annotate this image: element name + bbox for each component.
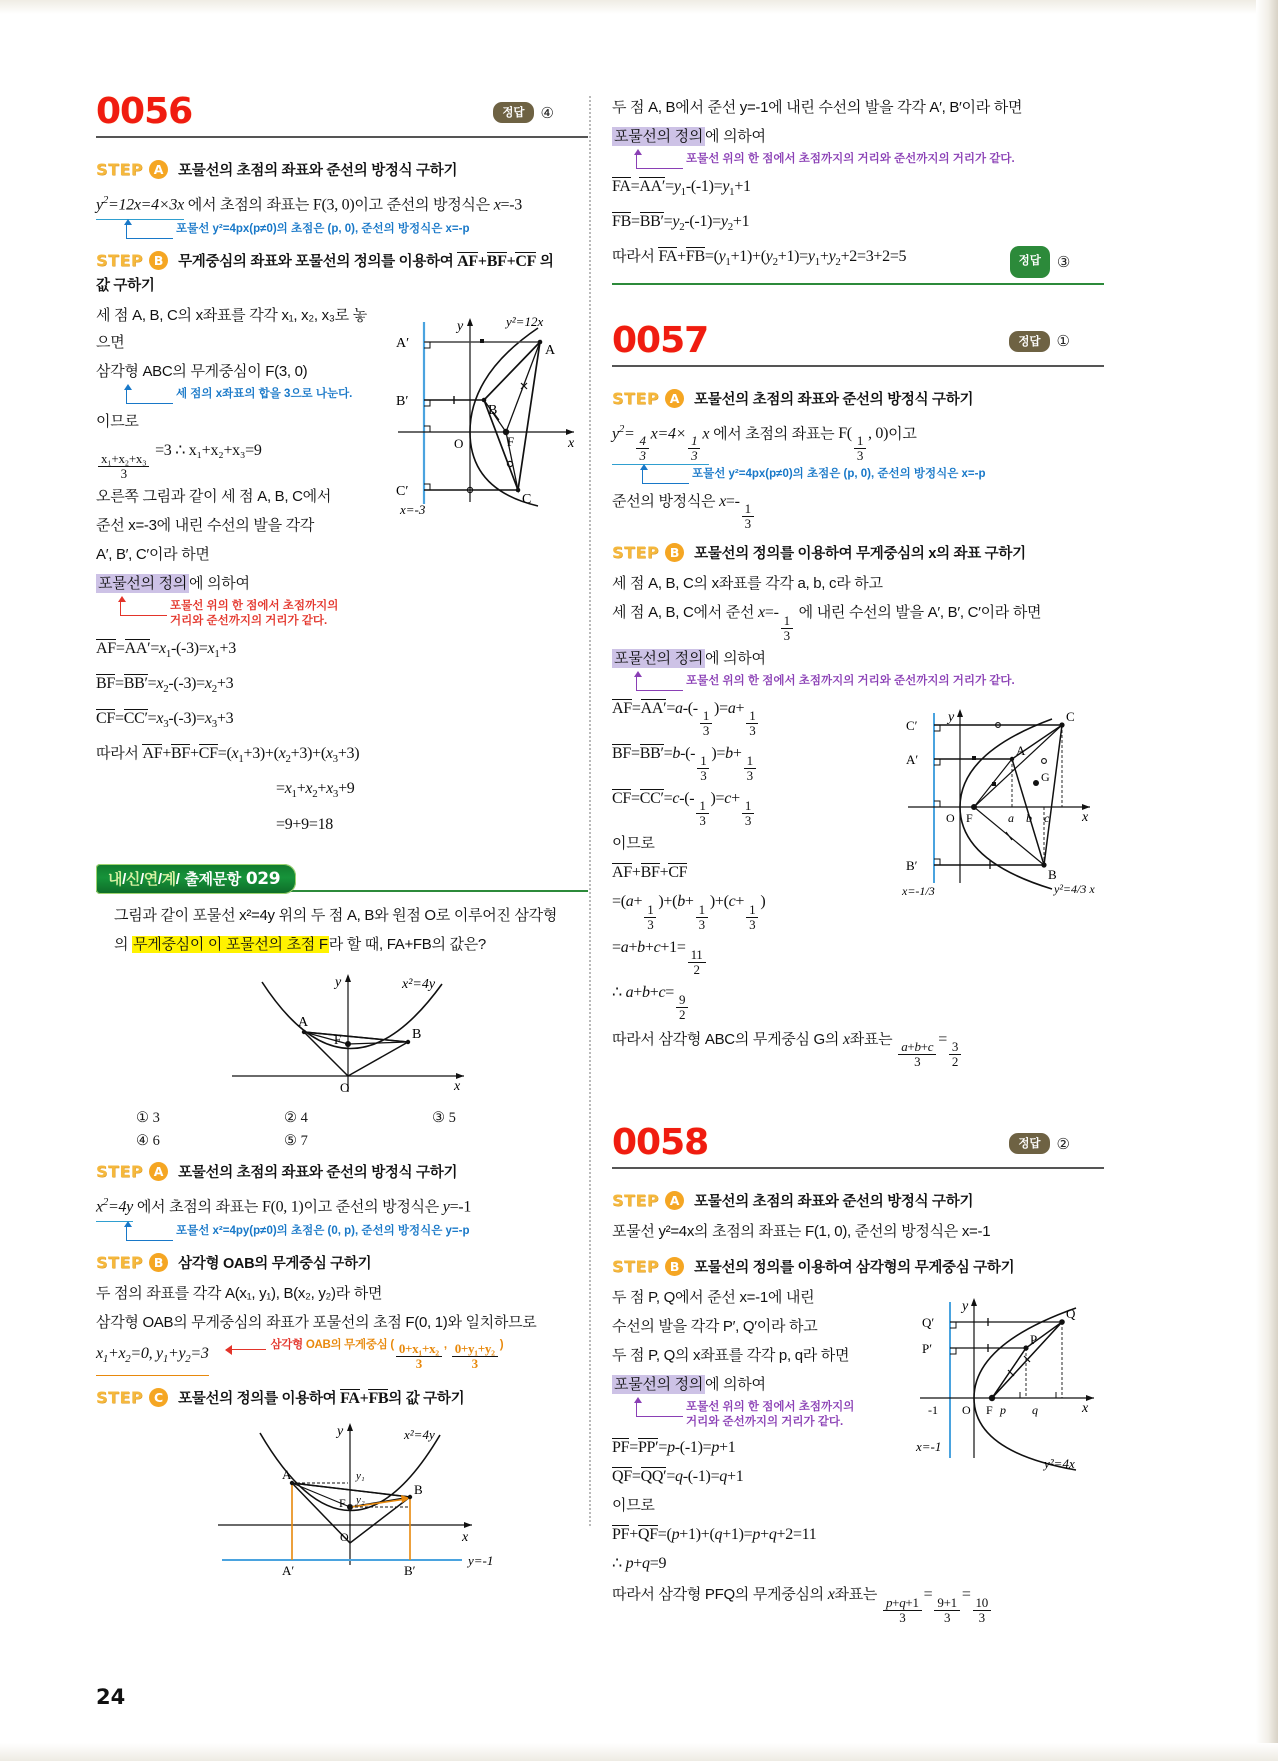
step-title: 포물선의 초점의 좌표와 준선의 방정식 구하기: [178, 1164, 458, 1181]
step-word: STEP: [612, 543, 660, 563]
text-line: 오른쪽 그림과 같이 세 점 A, B, C에서: [96, 487, 332, 505]
svg-text:F: F: [507, 434, 515, 450]
choice-5[interactable]: ⑤ 7: [284, 1132, 308, 1149]
svg-text:B: B: [414, 1481, 423, 1497]
svg-text:x=-3: x=-3: [400, 502, 426, 515]
svg-text:C: C: [1066, 708, 1075, 724]
svg-text:O: O: [946, 810, 955, 825]
note-text: 포물선 위의 한 점에서 초점까지의 거리와 준선까지의 거리가 같다.: [170, 599, 339, 627]
page-edge-top: [0, 0, 1278, 14]
svg-text:p: p: [1000, 1403, 1006, 1418]
equation-line: ∴ a+b+c= $\frac{9}{2}$: [612, 979, 1104, 1022]
text-line: $x^2=4y$ 에서 초점의 좌표는 F(0, 1)이고 준선의 방정식은 y=-1: [96, 1189, 588, 1222]
equation-line: PF+QF=(p+1)+(q+1)=p+q+2=11: [612, 1526, 817, 1544]
equation-line: =a+b+c+1= $\frac{11}{2}$: [612, 934, 1104, 977]
highlighted-equation: $x^2=4y$: [96, 1189, 133, 1222]
equation-line: $FB=BB'=y_2-(-1)=y_2+1$: [612, 213, 750, 234]
text-line: 두 점 A, B에서 준선 y=-1에 내린 수선의 발을 각각 A′, B′이라 하면: [612, 99, 1023, 116]
svg-text:F: F: [986, 1403, 993, 1418]
svg-text:-1: -1: [928, 1403, 938, 1418]
problem-number: 0057: [612, 319, 709, 361]
step-row-b: [612, 1256, 1104, 1277]
step-title: 포물선의 정의를 이용하여 무게중심의 x의 좌표 구하기: [694, 546, 1026, 563]
right-column: [612, 92, 1104, 1627]
svg-text:C′: C′: [396, 484, 409, 500]
svg-text:x: x: [454, 1078, 461, 1094]
svg-text:x=-1: x=-1: [916, 1439, 942, 1455]
note-1: [636, 1400, 894, 1430]
answer-label: 정답: [1009, 331, 1049, 352]
svg-text:B′: B′: [404, 1562, 416, 1578]
highlight-term: 포물선의 정의: [614, 128, 704, 145]
svg-text:y: y: [335, 974, 342, 990]
text-line: 세 점 A, B, C의 x좌표를 각각 a, b, c라 하고: [612, 575, 883, 593]
svg-text:y: y: [337, 1423, 344, 1439]
text-line: 포물선 y²=4x의 초점의 좌표는 F(1, 0), 준선의 방정식은 x=-1: [612, 1223, 991, 1241]
svg-text:C′: C′: [906, 717, 918, 733]
answer-badge: [1009, 331, 1070, 352]
step-title: 포물선의 정의를 이용하여 FA+FB의 값 구하기: [178, 1389, 465, 1407]
svg-text:y: y: [962, 1299, 969, 1315]
step-word: STEP: [612, 1191, 660, 1211]
svg-text:A: A: [298, 1014, 309, 1030]
note-arrow-icon: [226, 1344, 266, 1356]
svg-text:F: F: [334, 1031, 342, 1047]
equation-line-1: $y^2=12x=4\times 3x$ 에서 초점의 좌표는 F(3, 0)이고 준선의 방정식은 x=-3: [96, 187, 588, 220]
choice-4[interactable]: ④ 6: [136, 1132, 160, 1149]
naesin-tab-text: 내/신/연/계/: [108, 870, 180, 888]
note-text: 포물선 위의 한 점에서 초점까지의 거리와 준선까지의 거리가 같다.: [686, 674, 1015, 687]
svg-text:y²=4x: y²=4x: [1044, 1456, 1075, 1472]
equation-line: AF=AA′=a-(- $\frac{1}{3}$ )=a+ $\frac{1}{3}$: [612, 695, 1104, 738]
svg-text:y: y: [457, 319, 464, 335]
text-line: 포물선의 정의 에 의하여: [98, 574, 250, 592]
figure-0056: [388, 304, 588, 514]
step-row-b: [612, 542, 1104, 563]
svg-text:b: b: [1026, 810, 1032, 825]
text-line: 이므로: [612, 1497, 655, 1515]
answer-badge: [493, 102, 554, 123]
svg-text:B′: B′: [396, 394, 409, 410]
note-arrow-icon: [636, 154, 682, 169]
equation-line: 따라서 $FA+FB=(y_1+1)+(y_2+1)=y_1+y_2+2=3+2=5$ 정답 ③: [612, 243, 1104, 276]
text-line: [96, 1338, 588, 1376]
text-line: 두 점 P, Q에서 준선 x=-1에 내린: [612, 1289, 815, 1307]
choice-1[interactable]: ① 3: [136, 1109, 160, 1126]
step-title: 포물선의 초점의 좌표와 준선의 방정식 구하기: [694, 391, 974, 408]
naesin-tab-suffix: 출제문항: [184, 870, 241, 888]
header-rule: [96, 136, 588, 138]
answer-choice: ③: [1056, 253, 1070, 271]
section-rule: [612, 283, 1104, 285]
note-3: [120, 599, 588, 629]
highlight-term: 포물선의 정의: [614, 649, 704, 667]
equation-line: 준선의 방정식은 x=- $\frac{1}{3}$: [612, 488, 1104, 531]
note-text: 포물선 위의 한 점에서 초점까지의 거리와 준선까지의 거리가 같다.: [686, 1401, 855, 1429]
text-line: 세 점 A, B, C에서 준선 x=- $\frac{1}{3}$ 에 내린 수선의 발을 A′, B′, C′이라 하면: [612, 604, 1042, 643]
svg-text:O: O: [962, 1403, 971, 1418]
naesin-step-row-b: [96, 1252, 588, 1273]
svg-text:y²=12x: y²=12x: [506, 314, 544, 330]
svg-text:O: O: [340, 1529, 349, 1544]
step-badge-a: A: [665, 389, 684, 408]
step-badge-a: A: [149, 1162, 168, 1181]
text-line: 포물선의 정의 에 의하여: [614, 1376, 766, 1394]
text-line: A′, B′, C′이라 하면: [96, 545, 210, 563]
figure-0058: [904, 1286, 1104, 1476]
svg-text:P′: P′: [922, 1341, 933, 1357]
highlighted-equation: $y^2=12x=4\times 3x$: [96, 187, 184, 220]
step-badge-a: A: [665, 1191, 684, 1210]
note-arrow-icon: [642, 469, 688, 484]
answer-choice: ①: [1056, 333, 1070, 351]
svg-text:c: c: [1044, 810, 1050, 825]
svg-text:A′: A′: [906, 751, 919, 767]
equation-line: $AF=AA'=x_1-(-3)=x_1+3$: [96, 639, 236, 660]
answer-choice: ④: [540, 104, 554, 122]
equation-line: =(a+ $\frac{1}{3}$ )+(b+ $\frac{1}{3}$ )+(c+ $\frac{1}{3}$ ): [612, 893, 766, 932]
step-word: STEP: [612, 388, 660, 408]
note-1: [642, 467, 1104, 484]
svg-text:A: A: [282, 1466, 292, 1482]
naesin-step-row-a: [96, 1161, 588, 1182]
svg-text:y: y: [948, 709, 955, 725]
note-1: [126, 222, 588, 239]
highlight-term: 포물선의 정의: [98, 574, 188, 592]
step-word: STEP: [96, 1252, 144, 1272]
svg-text:G: G: [1041, 769, 1050, 784]
svg-text:y₁: y₁: [356, 1469, 365, 1482]
fraction-rest: =3 ∴ x₁+x₂+x₃=9: [155, 442, 262, 460]
column-divider: [589, 96, 591, 1526]
highlight-term: 포물선의 정의: [614, 1376, 704, 1394]
equation-line: =9+9=18: [276, 815, 333, 833]
svg-text:x: x: [568, 436, 575, 452]
svg-text:y²=4/3 x: y²=4/3 x: [1054, 881, 1095, 896]
highlight-term: 무게중심이 이 포물선의 초점 F: [133, 935, 328, 953]
naesin-question-line-2: 의 무게중심이 이 포물선의 초점 F라 할 때, FA+FB의 값은?: [114, 935, 486, 953]
problem-header-0058: [612, 1123, 1104, 1179]
highlighted-equation: $y^2=$ $\frac{4}{3}$ x=4× $\frac{1}{3}$ x: [612, 416, 709, 466]
svg-text:A: A: [545, 343, 556, 359]
naesin-number: 029: [245, 868, 281, 889]
naesin-banner: [96, 864, 588, 894]
note-text: 세 점의 x좌표의 합을 3으로 나눈다.: [176, 388, 353, 401]
page-edge-right: [1256, 0, 1278, 1761]
equation-line: ∴ p+q=9: [612, 1555, 667, 1573]
svg-text:P: P: [1030, 1332, 1038, 1348]
answer-badge: [1009, 1133, 1070, 1154]
svg-text:F: F: [339, 1495, 346, 1510]
text-line: 수선의 발을 각각 P′, Q′이라 하고: [612, 1318, 818, 1336]
page-edge-bottom: [0, 1743, 1278, 1761]
equation-line: $CF=CC'=x_3-(-3)=x_3+3$: [96, 709, 234, 731]
note-text: 삼각형 OAB의 무게중심 ( $\frac{\text{0+x₁+x₂}}{3}$ , $\frac{\text{0+y₁+y₂}}{3}$ ): [270, 1338, 504, 1372]
step-word: STEP: [96, 160, 144, 179]
fraction: $\frac{\text{x₁+x₂+x₃}}{3}$: [98, 452, 149, 481]
naesin-question-line-1: 그림과 같이 포물선 x²=4y 위의 두 점 A, B와 원점 O로 이루어진 삼각형: [114, 906, 558, 924]
step-word: STEP: [96, 1387, 144, 1407]
answer-label: 정답: [1009, 1133, 1049, 1154]
answer-label: 정답: [493, 102, 533, 123]
step-badge-c: C: [149, 1388, 168, 1407]
note-arrow-icon: [636, 1402, 682, 1417]
note-text: 포물선 y²=4px(p≠0)의 초점은 (p, 0), 준선의 방정식은 x=-p: [176, 223, 470, 236]
equation-line: 따라서 $AF+BF+CF=(x_1+3)+(x_2+3)+(x_3+3)$: [96, 745, 360, 766]
svg-text:A: A: [1016, 742, 1026, 758]
svg-text:F: F: [966, 810, 973, 825]
svg-text:x=-1/3: x=-1/3: [902, 883, 935, 897]
note-naesin-1: [126, 1224, 588, 1241]
equation-line: $y^2=$ $\frac{4}{3}$ x=4× $\frac{1}{3}$ x 에서 초점의 좌표는 F( $\frac{1}{3}$ , 0)이고: [612, 416, 1104, 466]
choice-2[interactable]: ② 4: [284, 1109, 308, 1126]
step-title: 포물선의 초점의 좌표와 준선의 방정식 구하기: [694, 1194, 974, 1211]
svg-text:B: B: [412, 1026, 422, 1042]
text-line: 이므로: [612, 835, 655, 853]
svg-text:a: a: [1008, 810, 1014, 825]
svg-text:x²=4y: x²=4y: [402, 976, 436, 992]
step-badge-b: B: [665, 543, 684, 562]
text-line: 두 점 P, Q의 x좌표를 각각 p, q라 하면: [612, 1347, 850, 1365]
step-word: STEP: [96, 1161, 144, 1181]
step-row-a: [612, 388, 1104, 409]
page-number: 24: [96, 1685, 126, 1709]
svg-text:O: O: [340, 1079, 350, 1095]
step-word: STEP: [96, 251, 144, 271]
note-arrow-icon: [636, 676, 682, 691]
svg-text:x: x: [462, 1529, 469, 1545]
svg-text:Q: Q: [1066, 1306, 1076, 1322]
highlighted-equation: $x_1+x_2=0$, $y_1+y_2=3$: [96, 1340, 209, 1375]
choice-3[interactable]: ③ 5: [432, 1109, 456, 1126]
step-row-a: [96, 159, 588, 180]
note-arrow-icon: [126, 389, 172, 404]
svg-text:A′: A′: [396, 336, 410, 352]
header-rule: [612, 365, 1104, 367]
note-2: [126, 387, 378, 404]
naesin-step-row-c: [96, 1387, 588, 1408]
text-line: 삼각형 OAB의 무게중심의 좌표가 포물선의 초점 F(0, 1)와 일치하므로: [96, 1313, 537, 1331]
svg-text:y=-1: y=-1: [468, 1552, 494, 1568]
note-arrow-icon: [126, 1226, 172, 1241]
problem-header-0057: [612, 321, 1104, 377]
svg-text:Q′: Q′: [922, 1315, 935, 1331]
equation-line: 따라서 삼각형 PFQ의 무게중심의 x좌표는 $\frac{p+q+1}{3}$ = $\frac{9+1}{3}$ = $\frac{10}{3}$: [612, 1581, 1104, 1624]
text-line: 삼각형 ABC의 무게중심이 F(3, 0): [96, 363, 308, 381]
svg-text:O: O: [454, 436, 464, 452]
equation-line: CF=CC′=c-(- $\frac{1}{3}$ )=c+ $\frac{1}{3}$: [612, 785, 1104, 828]
step-title: 무게중심의 좌표와 포물선의 정의를 이용하여 AF+BF+CF 의: [178, 253, 554, 271]
naesin-tab: [96, 864, 296, 894]
step-badge-b: B: [149, 251, 168, 270]
step-title: 포물선의 초점의 좌표와 준선의 방정식 구하기: [178, 163, 458, 179]
problem-number: 0058: [612, 1122, 709, 1164]
svg-text:C: C: [522, 492, 532, 508]
left-column: [96, 92, 588, 1587]
note-naesin-2: [226, 1338, 503, 1371]
text-line: 두 점의 좌표를 각각 A(x₁, y₁), B(x₂, y₂)라 하면: [96, 1284, 383, 1302]
note-arrow-icon: [126, 224, 172, 239]
problem-number: 0056: [96, 91, 193, 132]
equation-line: QF=QQ′=q-(-1)=q+1: [612, 1468, 744, 1486]
choice-row-2: [136, 1133, 588, 1150]
text-line: 세 점 A, B, C의 x좌표를 각각 x₁, x₂, x₃로 놓으면: [96, 307, 367, 352]
step-title-wrap: 값 구하기: [96, 278, 155, 295]
note-right-1: [636, 152, 1104, 169]
text-line: 이므로: [96, 413, 139, 431]
answer-choice: ②: [1056, 1135, 1070, 1153]
equation-line: $=x_1+x_2+x_3+9$: [276, 780, 355, 801]
note-text: 포물선 위의 한 점에서 초점까지의 거리와 준선까지의 거리가 같다.: [686, 153, 1015, 165]
step-badge-b: B: [665, 1257, 684, 1276]
figure-naesin-029-b: [182, 1415, 502, 1585]
equation-line: BF=BB′=b-(- $\frac{1}{3}$ )=b+ $\frac{1}{3}$: [612, 740, 1104, 783]
equation-line: $FA=AA'=y_1-(-1)=y_1+1$: [612, 178, 751, 199]
svg-text:x: x: [1082, 809, 1089, 825]
answer-badge-inline: [1010, 246, 1070, 278]
step-word: STEP: [612, 1257, 660, 1277]
svg-text:y₂: y₂: [356, 1493, 365, 1506]
svg-text:B′: B′: [906, 857, 918, 873]
svg-text:x²=4y: x²=4y: [404, 1426, 435, 1442]
note-text: 포물선 x²=4py(p≠0)의 초점은 (0, p), 준선의 방정식은 y=-p: [176, 1224, 470, 1237]
step-row-a: [612, 1190, 1104, 1211]
text-line: 준선 x=-3에 내린 수선의 발을 각각: [96, 516, 315, 534]
svg-text:x: x: [1082, 1401, 1089, 1417]
equation-line: PF=PP′=p-(-1)=p+1: [612, 1439, 736, 1457]
answer-label: 정답: [1010, 246, 1050, 278]
note-arrow-icon: [120, 601, 166, 616]
step-row-b: [96, 250, 588, 271]
equation-line: AF+BF+CF: [612, 864, 688, 882]
step-badge-b: B: [149, 1253, 168, 1272]
choice-row-1: [136, 1110, 588, 1127]
problem-header-0056: [96, 92, 588, 148]
svg-text:B: B: [1048, 866, 1057, 882]
step-title: 삼각형 OAB의 무게중심 구하기: [178, 1255, 372, 1272]
step-badge-a: A: [149, 160, 168, 179]
note-2: [636, 674, 1104, 691]
equation-line: $BF=BB'=x_2-(-3)=x_2+3$: [96, 674, 234, 695]
text-line: 포물선의 정의 에 의하여: [614, 649, 766, 667]
svg-text:A′: A′: [282, 1562, 295, 1578]
step-title: 포물선의 정의를 이용하여 삼각형의 무게중심 구하기: [694, 1260, 1015, 1277]
figure-0057: [894, 697, 1104, 897]
figure-naesin-029: [192, 964, 492, 1104]
svg-text:q: q: [1032, 1403, 1038, 1418]
text-line: 포물선의 정의 에 의하여: [614, 128, 766, 145]
header-rule: [612, 1167, 1104, 1169]
svg-text:B: B: [488, 403, 498, 419]
equation-line: 따라서 삼각형 ABC의 무게중심 G의 x좌표는 $\frac{a+b+c}{3}$ = $\frac{3}{2}$: [612, 1026, 1104, 1069]
note-text: 포물선 y²=4px(p≠0)의 초점은 (p, 0), 준선의 방정식은 x=-p: [692, 468, 986, 481]
